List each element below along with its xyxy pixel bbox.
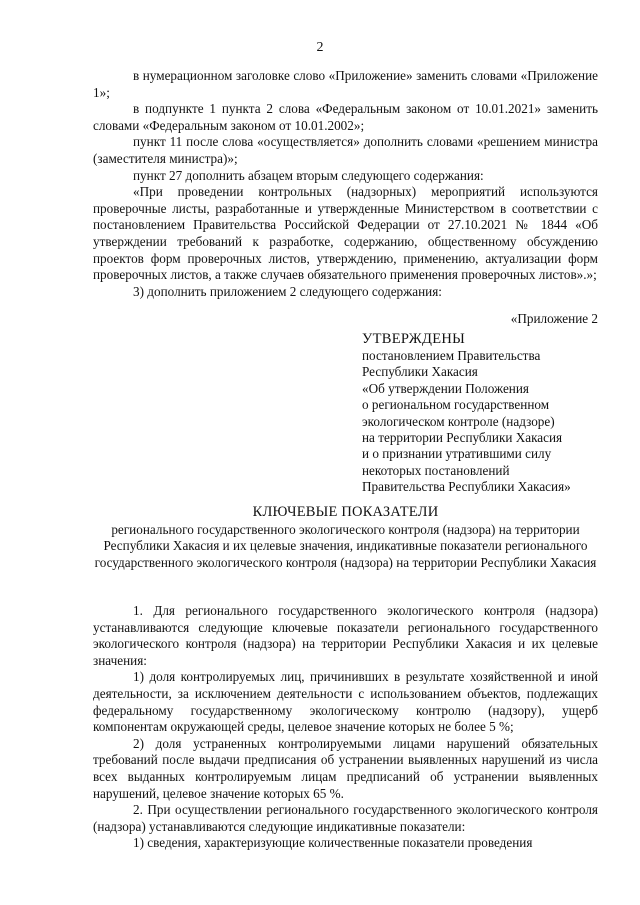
- approval-heading: УТВЕРЖДЕНЫ: [362, 331, 466, 347]
- approval-line: и о признании утратившими силу: [362, 446, 552, 462]
- amendments-block: [93, 68, 598, 300]
- approval-block: [362, 330, 612, 496]
- section-paragraph: 1) доля контролируемых лиц, причинивших в результате хозяйственной и иной деятельности, за исключением деятельности с использованием объектов, подлежащих федеральному государственному экологическому контролю (надзору), ущерб компонентам окружающей среды, целевое значение которых не более 5 %;: [93, 669, 598, 735]
- amendment-paragraph: пункт 27 дополнить абзацем вторым следующего содержания:: [133, 167, 484, 183]
- approval-line: некоторых постановлений: [362, 462, 510, 478]
- approval-line: Республики Хакасия: [362, 364, 478, 380]
- section-paragraph: 2. При осуществлении регионального государственного экологического контроля (надзора) устанавливаются следующие индикативные показатели:: [93, 802, 598, 834]
- approval-line: постановлением Правительства: [362, 348, 541, 363]
- approval-line: «Об утверждении Положения: [362, 380, 529, 396]
- amendment-paragraph: в подпункте 1 пункта 2 слова «Федеральным законом от 10.01.2021» заменить словами «Федеральным законом от 10.01.2002»;: [93, 101, 598, 133]
- amendment-paragraph: в нумерационном заголовке слово «Приложение» заменить словами «Приложение 1»;: [93, 68, 598, 100]
- approval-line: Правительства Республики Хакасия»: [362, 479, 571, 495]
- section-paragraph: 1) сведения, характеризующие количественные показатели проведения: [133, 835, 533, 851]
- approval-line: на территории Республики Хакасия: [362, 430, 563, 446]
- amendment-paragraph: 3) дополнить приложением 2 следующего содержания:: [133, 283, 442, 299]
- appendix-label: «Приложение 2: [510, 311, 598, 326]
- amendment-paragraph: пункт 11 после слова «осуществляется» дополнить словами «решением министра (заместителя министра)»;: [93, 134, 598, 166]
- approval-line: о региональном государственном: [362, 397, 550, 413]
- approval-line: экологическом контроле (надзоре): [362, 413, 555, 429]
- section-paragraph: 1. Для регионального государственного экологического контроля (надзора) устанавливаются следующие ключевые показатели регионального государственного экологического контроля (надзора) на территории Республики Хакасия и их целевые значения:: [93, 603, 598, 668]
- document-subtitle: регионального государственного экологического контроля (надзора) на территории Республики Хакасия и их целевые значения, индикативные показатели регионального государственного экологического контроля (надзора) на территории Республики Хакасия: [94, 522, 597, 570]
- indicators-section: [93, 603, 598, 852]
- page-number: 2: [316, 40, 324, 55]
- section-paragraph: 2) доля устраненных контролируемыми лицами нарушений обязательных требований после выдачи предписания об устранении выявленных нарушений из числа всех выданных контролируемым лицам предписаний об устранении выявленных нарушений, целевое значение которых 65 %.: [93, 735, 598, 801]
- quoted-paragraph: «При проведении контрольных (надзорных) мероприятий используются проверочные листы, разработанные и утвержденные Министерством в соответствии с постановлением Правительства Российской Федерации от 27.10.2021 № 1844 «Об утверждении требований к разработке, содержанию, общественному обсуждению проектов форм проверочных листов, утверждению, применению, актуализации форм проверочных листов, а также случаев обязательного применения проверочных листов».»;: [93, 184, 598, 283]
- document-title: КЛЮЧЕВЫЕ ПОКАЗАТЕЛИ: [252, 504, 439, 520]
